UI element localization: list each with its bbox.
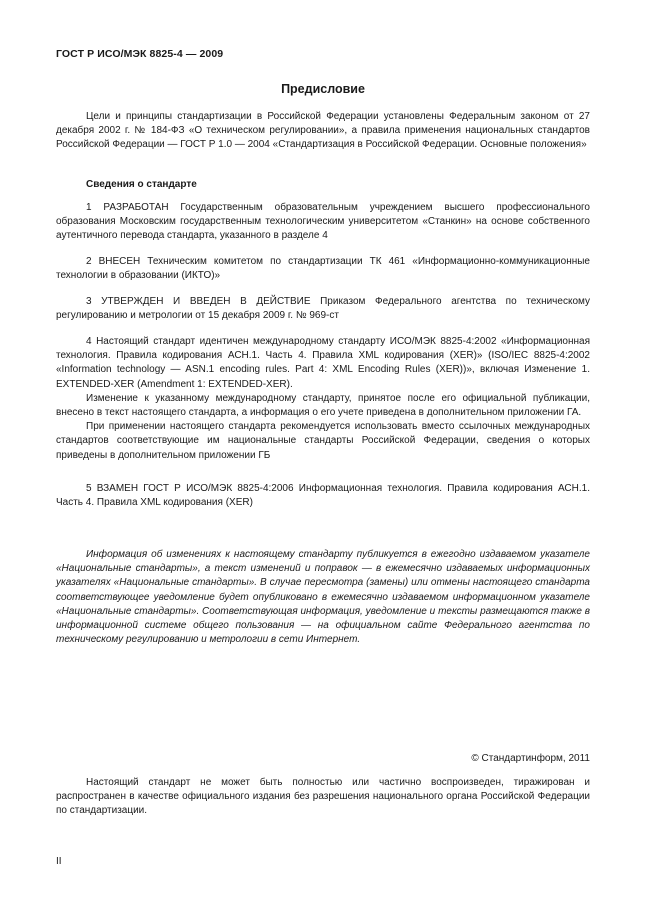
intro-block bbox=[56, 110, 590, 153]
intro-paragraph: Цели и принципы стандартизации в Российской Федерации установлены Федеральным законом от 27 декабря 2002 г. № 184-ФЗ «О техническом регулировании», а правила применения национальных стандартов Российской Федерации — ГОСТ Р 1.0 — 2004 «Стандартизация в Российской Федерации. Основные положения» bbox=[56, 111, 590, 151]
notice-paragraph: Информация об изменениях к настоящему стандарту публикуется в ежегодно издаваемом указателе «Национальные стандарты», а текст изменений и поправок — в ежемесячно издаваемых информационных указателях «Национальные стандарты». В случае пересмотра (замены) или отмены настоящего стандарта соответствующее уведомление будет опубликовано в ежемесячно издаваемом информационном указателе «Национальные стандарты». Соответствующая информация, уведомление и тексты размещаются также в информационной системе общего пользования — на официальном сайте Федерального агентства по техническому регулированию и метрологии в сети Интернет. bbox=[56, 549, 590, 646]
page-title: Предисловие bbox=[281, 82, 365, 96]
item-5-block bbox=[56, 482, 590, 510]
reproduction-paragraph: Настоящий стандарт не может быть полностью или частично воспроизведен, тиражирован и распространен в качестве официального издания без разрешения национального органа Российской Федерации по стандартизации. bbox=[56, 777, 590, 817]
item-2-paragraph: 2 ВНЕСЕН Техническим комитетом по стандартизации ТК 461 «Информационно-коммуникационные технологии в образовании (ИКТО)» bbox=[56, 256, 590, 282]
info-heading: Сведения о стандарте bbox=[86, 179, 197, 190]
item-3-paragraph: 3 УТВЕРЖДЕН И ВВЕДЕН В ДЕЙСТВИЕ Приказом Федерального агентства по техническому регулированию и метрологии от 15 декабря 2009 г. № 969-ст bbox=[56, 296, 590, 322]
item-5-paragraph: 5 ВЗАМЕН ГОСТ Р ИСО/МЭК 8825-4:2006 Информационная технология. Правила кодирования АСН.1. Часть 4. Правила XML кодирования (XER) bbox=[56, 483, 590, 509]
item-1-paragraph: 1 РАЗРАБОТАН Государственным образовательным учреждением высшего профессионального образования Московским государственным технологическим университетом «Станкин» на основе собственного аутентичного перевода стандарта, указанного в разделе 4 bbox=[56, 202, 590, 242]
standard-code-header: ГОСТ Р ИСО/МЭК 8825-4 — 2009 bbox=[56, 48, 224, 60]
item-4-change-paragraph: Изменение к указанному международному стандарту, принятое после его официальной публикации, внесено в текст настоящего стандарта, а информация о его учете приведена в дополнительном приложении ГА. bbox=[56, 392, 590, 419]
reproduction-block bbox=[56, 776, 590, 819]
copyright-line: © Стандартинформ, 2011 bbox=[471, 753, 590, 764]
page-number: II bbox=[56, 856, 62, 867]
item-4-block bbox=[56, 335, 590, 463]
item-4-paragraph: 4 Настоящий стандарт идентичен международному стандарту ИСО/МЭК 8825-4:2002 «Информационная технология. Правила кодирования АСН.1. Часть 4. Правила XML кодирования (XER)» (ISO/IEC 8825-4:2002 «Information technology — ASN.1 encoding rules. Part 4: XML Encoding Rules (XER))», включая Изменение 1. EXTENDED-XER (Amendment 1: EXTENDED-XER). bbox=[56, 336, 590, 390]
item-4-use-paragraph: При применении настоящего стандарта рекомендуется использовать вместо ссылочных международных стандартов соответствующие им национальные стандарты Российской Федерации, сведения о которых приведены в дополнительном приложении ГБ bbox=[56, 421, 590, 461]
item-2-block bbox=[56, 255, 590, 283]
notice-block bbox=[56, 548, 590, 647]
item-3-block bbox=[56, 295, 590, 323]
item-1-block bbox=[56, 201, 590, 244]
info-heading-block bbox=[56, 178, 590, 192]
